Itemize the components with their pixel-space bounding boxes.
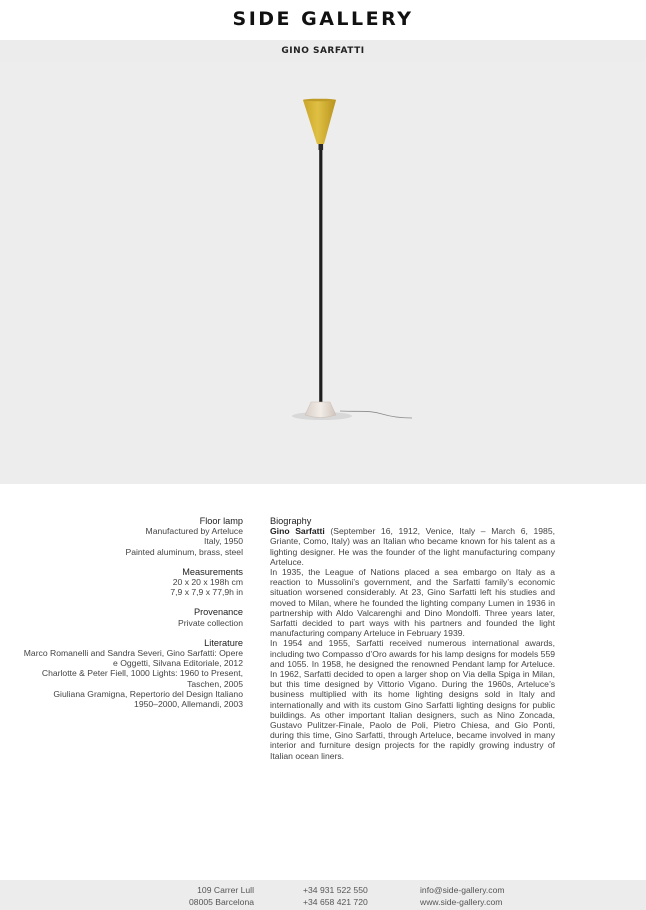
lamp-stem [319, 148, 322, 404]
lamp-shade-rim [303, 99, 336, 102]
literature-line: Marco Romanelli and Sandra Severi, Gino Sarfatti: Opere [23, 648, 243, 659]
lamp-collar [319, 144, 324, 150]
provenance-heading: Provenance [193, 607, 243, 618]
measurements-heading: Measurements [182, 566, 243, 577]
origin: Italy, 1950 [203, 536, 243, 547]
biography-text: (September 16, 1912, Venice, Italy – March 6, 1985, Griante, Como, Italy) was an Italian who became known for his talent as a lighting designer. He was the founder of the light manufacturing company Arteluce. [270, 526, 555, 567]
address-line: 109 Carrer Lull [197, 885, 254, 895]
biography-paragraph [270, 526, 555, 567]
literature-line: Giuliana Gramigna, Repertorio del Design Italiano [53, 688, 243, 699]
measurements-in: 7,9 x 7,9 x 77,9h in [170, 587, 243, 598]
item-details [0, 516, 243, 709]
literature-line: 1950–2000, Allemandi, 2003 [134, 699, 243, 710]
artist-name: GINO SARFATTI [281, 46, 365, 56]
floor-lamp-illustration [0, 62, 646, 484]
address-line: 08005 Barcelona [189, 896, 254, 907]
lamp-marble-base [305, 402, 336, 418]
footer-phones [303, 885, 368, 908]
phone-number[interactable]: +34 658 421 720 [303, 896, 368, 907]
literature-line: Taschen, 2005 [187, 678, 243, 689]
website-link[interactable]: www.side-gallery.com [420, 896, 503, 907]
phone-number[interactable]: +34 931 522 550 [303, 885, 368, 895]
footer [0, 880, 646, 910]
materials: Painted aluminum, brass, steel [125, 546, 243, 557]
manufacturer: Manufactured by Arteluce [145, 526, 243, 537]
literature-line: Charlotte & Peter Fiell, 1000 Lights: 1960 to Present, [41, 668, 243, 679]
biography-lead-name: Gino Sarfatti [270, 526, 325, 537]
email-link[interactable]: info@side-gallery.com [420, 885, 505, 895]
literature-heading: Literature [204, 637, 243, 648]
artist-name-bar [0, 40, 646, 62]
biography-paragraph: In 1935, the League of Nations placed a sea embargo on Italy as a reaction to Mussolini’s government, and the Sarfatti family’s economic situation worsened considerably. At 23, Gino Sarfatti left his studies and moved to Milan, where he founded the lighting company Lumen in 1936 in partnership with Aldo Valcarenghi and Dino Mondolfi. Three years later, Sarfatti decided to part ways with his partners and founded the light manufacturing company Arteluce in February 1939. [270, 567, 555, 639]
footer-address [150, 885, 254, 908]
biography-heading: Biography [270, 516, 312, 526]
gallery-logo: SIDE GALLERY [232, 8, 414, 30]
product-photo [0, 62, 646, 484]
lamp-shade [303, 100, 336, 144]
literature-line: e Oggetti, Silvana Editoriale, 2012 [113, 658, 243, 669]
item-title: Floor lamp [199, 516, 243, 526]
measurements-cm: 20 x 20 x 198h cm [172, 577, 243, 588]
biography [270, 516, 555, 761]
provenance: Private collection [178, 617, 243, 628]
footer-contact [420, 885, 505, 908]
biography-paragraph: In 1954 and 1955, Sarfatti received numerous international awards, including two Compasso d’Oro awards for his lamp designs for models 559 and 1055. In 1958, he designed the renowned Pendant lamp for Arteluce. In 1962, Sarfatti decided to open a larger shop on Via della Spiga in Milan, but this time designed by Vittorio Vigano. During the 1960s, Arteluce’s business multiplied with its home lighting designs sold in Italy and internationally and with its custom Gino Sarfatti lighting designs for public buildings. As other important Italian designers, such as Nino Zoncada, Gustavo Pulitzer-Finale, Paolo de Poli, Pietro Chiesa, and Gio Ponti, during this time, Gino Sarfatti, through Arteluce, became involved in many interior and furniture design projects for the rapidly growing industry of Italian ocean liners. [270, 638, 555, 761]
